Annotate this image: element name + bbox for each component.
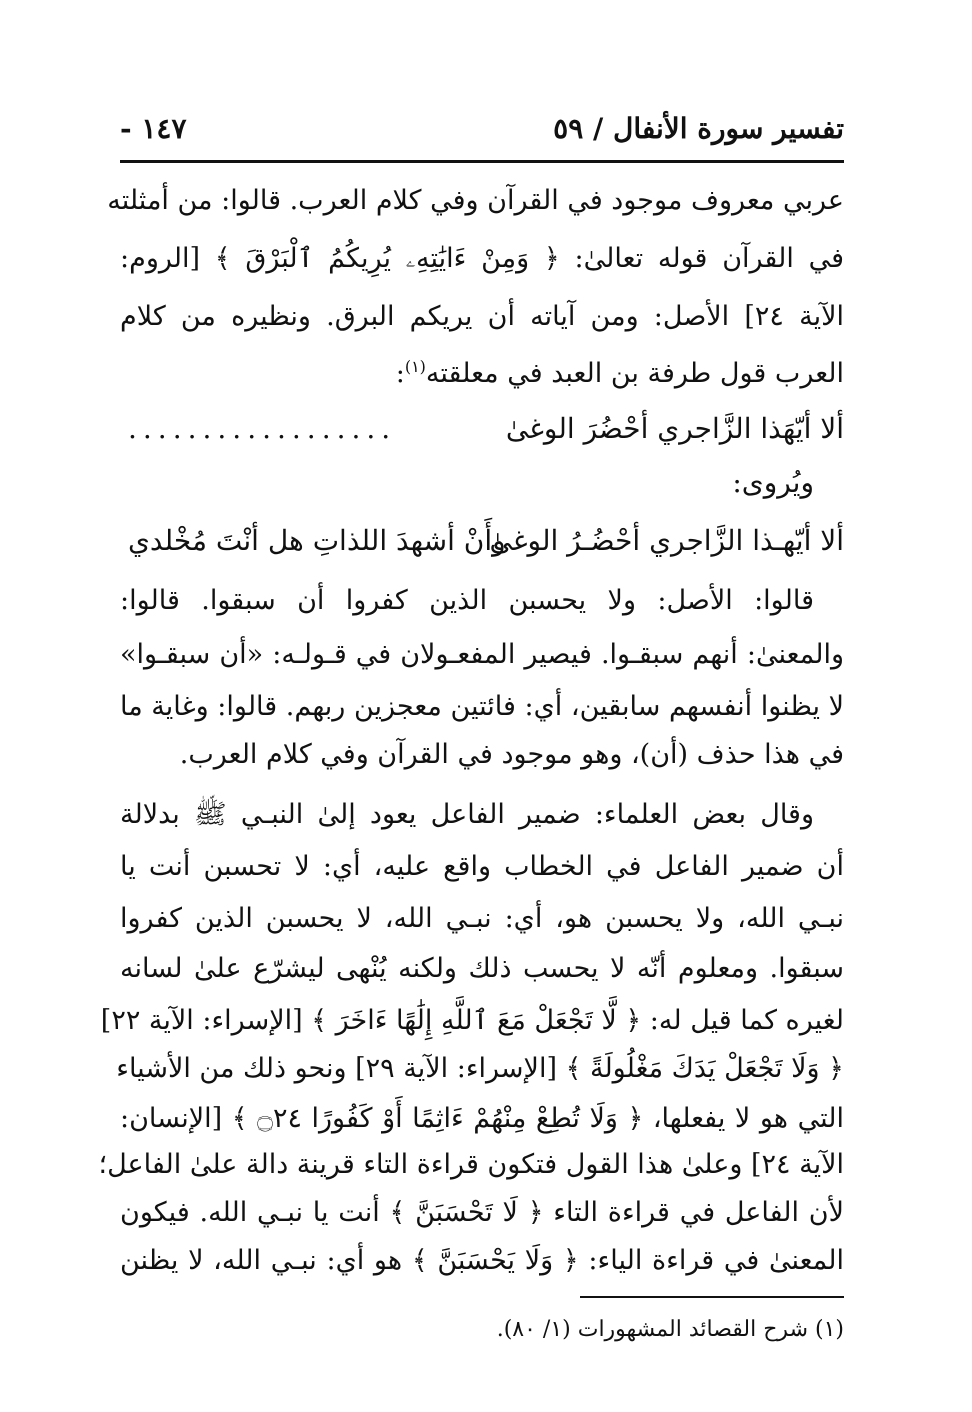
text-segment: :: [395, 358, 405, 389]
text-line: عربي معروف موجود في القرآن وفي كلام العرب. قالوا: من أمثلته: [107, 185, 844, 216]
text-line: لغيره كما قيل له: ﴿ لَّا تَجْعَلْ مَعَ ٱللَّهِ إِلَٰهًا ءَاخَرَ ﴾ [الإسراء: الآية ٢٢]: [100, 1005, 844, 1036]
text-line: والمعنىٰ: أنهم سبقـوا. فيصير المفعـولان في قـولـه: «أن سبقـوا»: [120, 639, 844, 670]
poem-verse: ألا أيّهَذا الزَّاجري أحْضُرَ الوغىٰ: [505, 412, 844, 445]
header-divider: [120, 160, 844, 163]
running-title: تفسير سورة الأنفال / ٥٩: [553, 112, 844, 145]
poem-verse-first-hemistich: ألا أيّهـذا الزَّاجري أحْضُـرُ الوغىٰ: [489, 524, 844, 557]
text-line: ﴿ وَلَا تَجْعَلْ يَدَكَ مَغْلُولَةً ﴾ [الإسراء: الآية ٢٩] ونحو ذلك من الأشياء: [116, 1053, 844, 1084]
text-line: نبـي الله، ولا يحسبن هو، أي: نبـي الله، لا يحسبن الذين كفروا: [120, 903, 844, 934]
footnote: (١) شرح القصائد المشهورات (١/ ٨٠).: [496, 1317, 844, 1342]
variant-label: ويُروى:: [732, 466, 814, 499]
text-line: [120, 342, 844, 399]
text-line: وقال بعض العلماء: ضمير الفاعل يعود إلىٰ النبـي ﷺ بدلالة: [120, 799, 814, 830]
text-line: المعنىٰ في قراءة الياء: ﴿ وَلَا يَحْسَبَنَّ ﴾ هو أي: نبـي الله، لا يظنن: [120, 1245, 844, 1276]
text-line: أن ضمير الفاعل في الخطاب واقع عليه، أي: لا تحسبن أنت يا: [120, 851, 844, 882]
text-line: في هذا حذف (أن)، وهو موجود في القرآن وفي كلام العرب.: [179, 739, 844, 770]
text-line: قالوا: الأصل: ولا يحسبن الذين كفروا أن سبقوا. قالوا:: [120, 585, 814, 616]
page-number: ١٤٧ -: [120, 112, 187, 145]
verse-ellipsis: ..................: [128, 412, 397, 445]
poem-verse-second-hemistich: وأَنْ أشهدَ اللذاتِ هل أنْتَ مُخْلدي: [128, 524, 506, 557]
footnote-divider: [580, 1296, 844, 1298]
text-line: التي هو لا يفعلها، ﴿ وَلَا تُطِعْ مِنْهُمْ ءَاثِمًا أَوْ كَفُورًا ۝٢٤ ﴾ [الإنسان:: [120, 1103, 844, 1134]
text-line: لا يظنوا أنفسهم سابقين، أي: فائتين معجزين ربهم. قالوا: وغاية ما: [120, 691, 844, 722]
text-line: سبقوا. ومعلوم أنّه لا يحسب ذلك ولكنه يُنْهى ليشرّع علىٰ لسانه: [120, 953, 844, 984]
page-header: [120, 108, 844, 156]
text-line: الآية ٢٤] الأصل: ومن آياته أن يريكم البرق. ونظيره من كلام: [120, 301, 844, 332]
text-line: في القرآن قوله تعالىٰ: ﴿ وَمِنْ ءَايَٰتِهِۦ يُرِيكُمُ ٱلْبَرْقَ ﴾ [الروم:: [120, 243, 844, 274]
footnote-ref: (١): [404, 357, 426, 376]
text-line: لأن الفاعل في قراءة التاء ﴿ لَا تَحْسَبَنَّ ﴾ أنت يا نبـي الله. فيكون: [120, 1197, 844, 1228]
text-segment: العرب قول طرفة بن العبد في معلقته: [425, 358, 844, 389]
text-line: الآية ٢٤] وعلىٰ هذا القول فتكون قراءة التاء قرينة دالة علىٰ الفاعل؛: [98, 1149, 844, 1180]
